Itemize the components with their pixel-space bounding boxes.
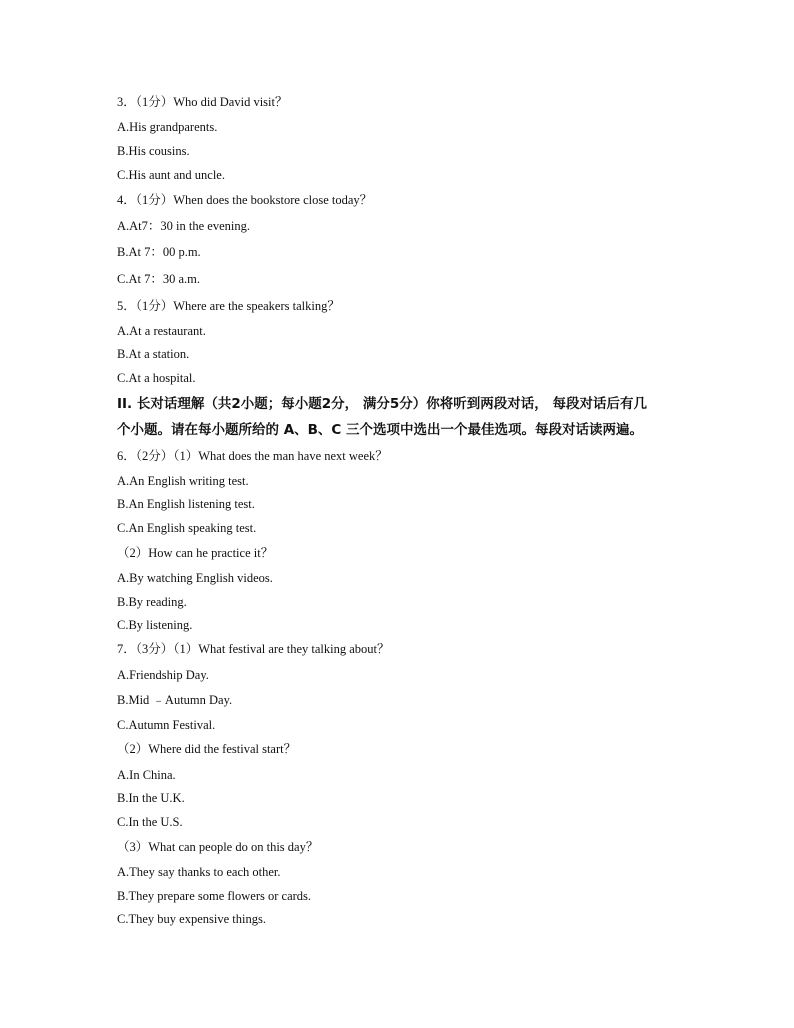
q6-2-option-b: B.By reading. — [117, 595, 187, 609]
q6-2-option-a: A.By watching English videos. — [117, 571, 273, 585]
q6-1-option-a: A.An English writing test. — [117, 474, 249, 488]
q7-2-option-c: C.In the U.S. — [117, 815, 183, 829]
section-2-heading-line-2: 个小题。请在每小题所给的 A、B、C 三个选项中选出一个最佳选项。每段对话读两遍。 — [117, 422, 644, 438]
question-6-2: （2）How can he practice it？ — [117, 546, 274, 560]
q7-2-option-b: B.In the U.K. — [117, 791, 185, 805]
q4-option-a: A.At7：30 in the evening. — [117, 219, 250, 233]
question-4: 4．（1分）When does the bookstore close today？ — [117, 193, 373, 207]
q5-option-b: B.At a station. — [117, 347, 190, 361]
question-7: 7．（3分）（1）What festival are they talking about？ — [117, 642, 390, 656]
section-2-heading-line-1: II. 长对话理解（共2小题；每小题2分， 满分5分）你将听到两段对话， 每段对话后有几 — [117, 396, 647, 412]
q7-1-option-b: B.Mid ﹣Autumn Day. — [117, 693, 233, 707]
question-3: 3．（1分）Who did David visit？ — [117, 95, 288, 109]
q6-1-option-b: B.An English listening test. — [117, 497, 255, 511]
q3-option-a: A.His grandparents. — [117, 120, 218, 134]
question-7-2: （2）Where did the festival start？ — [117, 742, 297, 756]
q7-3-option-c: C.They buy expensive things. — [117, 912, 266, 926]
q3-option-c: C.His aunt and uncle. — [117, 168, 225, 182]
q3-option-b: B.His cousins. — [117, 144, 190, 158]
q6-2-option-c: C.By listening. — [117, 618, 193, 632]
question-5: 5．（1分）Where are the speakers talking？ — [117, 299, 340, 313]
q7-3-option-a: A.They say thanks to each other. — [117, 865, 281, 879]
q5-option-a: A.At a restaurant. — [117, 324, 206, 338]
question-6: 6．（2分）（1）What does the man have next week？ — [117, 449, 388, 463]
q7-2-option-a: A.In China. — [117, 768, 176, 782]
q4-option-b: B.At 7：00 p.m. — [117, 245, 201, 259]
question-7-3: （3）What can people do on this day？ — [117, 840, 319, 854]
q5-option-c: C.At a hospital. — [117, 371, 196, 385]
q7-1-option-a: A.Friendship Day. — [117, 668, 209, 682]
q6-1-option-c: C.An English speaking test. — [117, 521, 257, 535]
q4-option-c: C.At 7：30 a.m. — [117, 272, 200, 286]
q7-1-option-c: C.Autumn Festival. — [117, 718, 216, 732]
q7-3-option-b: B.They prepare some flowers or cards. — [117, 889, 312, 903]
